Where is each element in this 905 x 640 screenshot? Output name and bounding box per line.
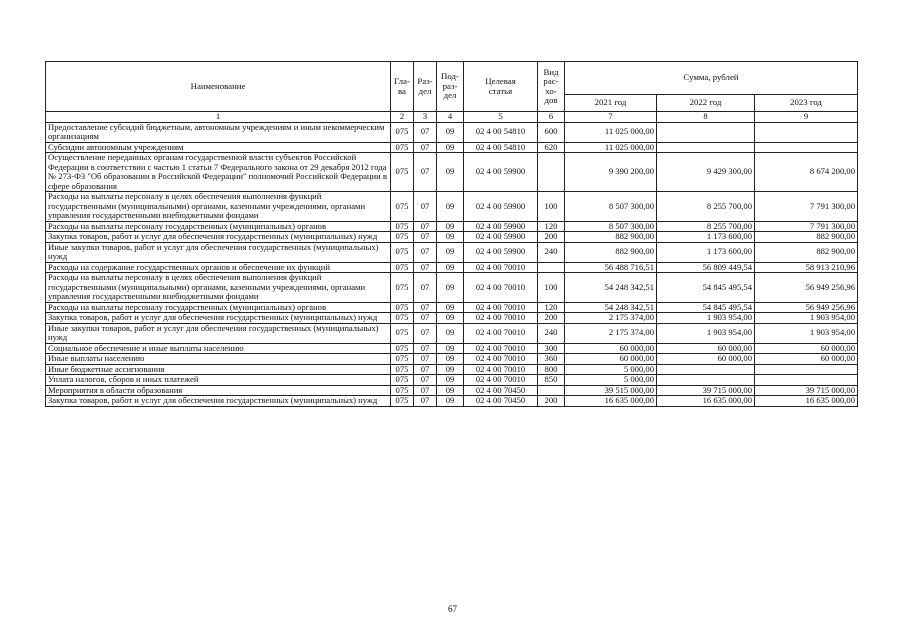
row-amount-2023: 8 674 200,00: [755, 153, 858, 192]
row-target: 02 4 00 59900: [464, 221, 538, 232]
table-row: [46, 142, 858, 153]
row-name: Иные закупки товаров, работ и услуг для обеспечения государственных (муниципальных) нужд: [46, 323, 391, 343]
table-row: [46, 273, 858, 303]
row-target: 02 4 00 70010: [464, 302, 538, 313]
row-vid: 120: [538, 221, 565, 232]
header-year-2021: 2021 год: [565, 95, 657, 112]
table-row: [46, 153, 858, 192]
row-glava: 075: [391, 221, 414, 232]
row-razdel: 07: [414, 242, 437, 262]
header-year-2022: 2022 год: [657, 95, 755, 112]
row-razdel: 07: [414, 323, 437, 343]
row-vid: 620: [538, 142, 565, 153]
row-name: Закупка товаров, работ и услуг для обеспечения государственных (муниципальных) нужд: [46, 313, 391, 324]
row-amount-2021: 882 900,00: [565, 242, 657, 262]
row-amount-2021: 11 025 000,00: [565, 142, 657, 153]
row-amount-2021: 60 000,00: [565, 343, 657, 354]
row-podrazdel: 09: [437, 153, 464, 192]
column-number: 1: [46, 112, 391, 123]
row-amount-2023: 7 791 300,00: [755, 221, 858, 232]
row-amount-2021: 60 000,00: [565, 354, 657, 365]
row-razdel: 07: [414, 262, 437, 273]
row-glava: 075: [391, 273, 414, 303]
table-row: [46, 122, 858, 142]
row-target: 02 4 00 54810: [464, 142, 538, 153]
row-glava: 075: [391, 385, 414, 396]
header-glava-text: Гла- ва: [394, 76, 410, 96]
row-amount-2022: 1 903 954,00: [657, 313, 755, 324]
row-amount-2022: 60 000,00: [657, 354, 755, 365]
row-name: Иные закупки товаров, работ и услуг для обеспечения государственных (муниципальных) нужд: [46, 242, 391, 262]
row-glava: 075: [391, 323, 414, 343]
row-target: 02 4 00 59900: [464, 192, 538, 222]
row-podrazdel: 09: [437, 273, 464, 303]
table-row: [46, 343, 858, 354]
header-vid-text: Вид рас- хо- дов: [543, 66, 559, 105]
row-glava: 075: [391, 232, 414, 243]
row-amount-2021: 8 507 300,00: [565, 221, 657, 232]
row-vid: 200: [538, 396, 565, 407]
row-name: Мероприятия в области образования: [46, 385, 391, 396]
header-vid: [538, 62, 565, 112]
row-target: 02 4 00 54810: [464, 122, 538, 142]
row-name: Предоставление субсидий бюджетным, автономным учреждениям и иным некоммерческим организациям: [46, 122, 391, 142]
row-amount-2021: 54 248 342,51: [565, 302, 657, 313]
row-glava: 075: [391, 375, 414, 386]
row-name: Осуществление переданных органам государственной власти субъектов Российской Федерации в соответствии с частью 1 статьи 7 Федерального закона от 29 декабря 2012 года № 273-ФЗ "Об образовании в Российской Федерации" полномочий Российской Федерации в сфере образования: [46, 153, 391, 192]
row-amount-2022: [657, 122, 755, 142]
row-amount-2022: 1 173 600,00: [657, 242, 755, 262]
row-razdel: 07: [414, 302, 437, 313]
table-row: [46, 232, 858, 243]
row-target: 02 4 00 70010: [464, 273, 538, 303]
row-amount-2021: 5 000,00: [565, 375, 657, 386]
row-amount-2021: 11 025 000,00: [565, 122, 657, 142]
header-name: Наименование: [46, 62, 391, 112]
column-number: 4: [437, 112, 464, 123]
header-target: [464, 62, 538, 112]
row-name: Уплата налогов, сборов и иных платежей: [46, 375, 391, 386]
row-amount-2022: 1 903 954,00: [657, 323, 755, 343]
column-number-row: [46, 112, 858, 123]
row-name: Расходы на выплаты персоналу государственных (муниципальных) органов: [46, 221, 391, 232]
header-razdel: [414, 62, 437, 112]
row-vid: 200: [538, 313, 565, 324]
row-amount-2021: 54 248 342,51: [565, 273, 657, 303]
row-amount-2023: [755, 364, 858, 375]
row-target: 02 4 00 70010: [464, 375, 538, 386]
row-razdel: 07: [414, 364, 437, 375]
row-amount-2023: 16 635 000,00: [755, 396, 858, 407]
row-glava: 075: [391, 242, 414, 262]
header-razdel-text: Раз- дел: [417, 76, 433, 96]
row-amount-2023: 1 903 954,00: [755, 323, 858, 343]
row-amount-2022: 60 000,00: [657, 343, 755, 354]
column-number: 3: [414, 112, 437, 123]
row-name: Иные выплаты населению: [46, 354, 391, 365]
table-row: [46, 364, 858, 375]
row-target: 02 4 00 70450: [464, 396, 538, 407]
table-row: [46, 302, 858, 313]
row-vid: 800: [538, 364, 565, 375]
row-name: Иные бюджетные ассигнования: [46, 364, 391, 375]
row-amount-2021: 2 175 374,00: [565, 313, 657, 324]
row-podrazdel: 09: [437, 122, 464, 142]
row-glava: 075: [391, 262, 414, 273]
row-razdel: 07: [414, 122, 437, 142]
row-amount-2023: 7 791 300,00: [755, 192, 858, 222]
row-vid: [538, 153, 565, 192]
row-target: 02 4 00 70010: [464, 313, 538, 324]
row-glava: 075: [391, 354, 414, 365]
row-podrazdel: 09: [437, 354, 464, 365]
row-amount-2022: 54 845 495,54: [657, 273, 755, 303]
row-razdel: 07: [414, 142, 437, 153]
row-glava: 075: [391, 313, 414, 324]
row-target: 02 4 00 70450: [464, 385, 538, 396]
row-vid: 360: [538, 354, 565, 365]
row-amount-2023: [755, 122, 858, 142]
row-podrazdel: 09: [437, 313, 464, 324]
row-vid: [538, 262, 565, 273]
row-amount-2022: 54 845 495,54: [657, 302, 755, 313]
column-number: 7: [565, 112, 657, 123]
row-amount-2021: 16 635 000,00: [565, 396, 657, 407]
header-podrazdel-text: Под- раз- дел: [441, 71, 459, 101]
row-vid: [538, 385, 565, 396]
row-vid: 100: [538, 192, 565, 222]
row-amount-2021: 9 390 200,00: [565, 153, 657, 192]
row-razdel: 07: [414, 375, 437, 386]
row-amount-2023: 882 900,00: [755, 232, 858, 243]
row-razdel: 07: [414, 153, 437, 192]
page-number: 67: [448, 604, 457, 614]
row-razdel: 07: [414, 232, 437, 243]
row-podrazdel: 09: [437, 375, 464, 386]
row-amount-2021: 882 900,00: [565, 232, 657, 243]
row-podrazdel: 09: [437, 302, 464, 313]
row-vid: 300: [538, 343, 565, 354]
column-number: 5: [464, 112, 538, 123]
column-number: 9: [755, 112, 858, 123]
row-amount-2021: 8 507 300,00: [565, 192, 657, 222]
row-podrazdel: 09: [437, 232, 464, 243]
row-amount-2022: 9 429 300,00: [657, 153, 755, 192]
row-razdel: 07: [414, 396, 437, 407]
table-row: [46, 396, 858, 407]
table-row: [46, 221, 858, 232]
table-row: [46, 242, 858, 262]
row-amount-2021: 56 488 716,51: [565, 262, 657, 273]
row-podrazdel: 09: [437, 242, 464, 262]
table-row: [46, 323, 858, 343]
header-target-text: Целевая статья: [485, 76, 516, 96]
row-glava: 075: [391, 192, 414, 222]
row-vid: 240: [538, 323, 565, 343]
row-target: 02 4 00 59900: [464, 232, 538, 243]
row-target: 02 4 00 59900: [464, 153, 538, 192]
row-razdel: 07: [414, 192, 437, 222]
row-name: Закупка товаров, работ и услуг для обеспечения государственных (муниципальных) нужд: [46, 232, 391, 243]
row-amount-2023: 58 913 210,96: [755, 262, 858, 273]
table-row: [46, 375, 858, 386]
row-razdel: 07: [414, 354, 437, 365]
row-podrazdel: 09: [437, 343, 464, 354]
row-amount-2023: [755, 375, 858, 386]
row-amount-2023: 1 903 954,00: [755, 313, 858, 324]
row-name: Расходы на выплаты персоналу государственных (муниципальных) органов: [46, 302, 391, 313]
row-name: Расходы на выплаты персоналу в целях обеспечения выполнения функций государственными (муниципальными) органами, казенными учреждениями, органами управления государственными внебюджетными фондами: [46, 192, 391, 222]
row-amount-2022: 1 173 600,00: [657, 232, 755, 243]
row-podrazdel: 09: [437, 192, 464, 222]
row-target: 02 4 00 70010: [464, 364, 538, 375]
row-podrazdel: 09: [437, 221, 464, 232]
row-target: 02 4 00 70010: [464, 323, 538, 343]
row-amount-2022: 39 715 000,00: [657, 385, 755, 396]
budget-table: [45, 61, 858, 407]
row-vid: 120: [538, 302, 565, 313]
header-podrazdel: [437, 62, 464, 112]
row-target: 02 4 00 70010: [464, 354, 538, 365]
row-amount-2023: 882 900,00: [755, 242, 858, 262]
row-podrazdel: 09: [437, 385, 464, 396]
row-name: Расходы на выплаты персоналу в целях обеспечения выполнения функций государственными (муниципальными) органами, казенными учреждениями, органами управления государственными внебюджетными фондами: [46, 273, 391, 303]
row-amount-2023: 56 949 256,96: [755, 302, 858, 313]
row-glava: 075: [391, 364, 414, 375]
row-glava: 075: [391, 343, 414, 354]
row-podrazdel: 09: [437, 364, 464, 375]
table-row: [46, 262, 858, 273]
row-razdel: 07: [414, 273, 437, 303]
row-amount-2023: 56 949 256,96: [755, 273, 858, 303]
row-vid: 200: [538, 232, 565, 243]
row-amount-2022: 16 635 000,00: [657, 396, 755, 407]
row-vid: 850: [538, 375, 565, 386]
row-amount-2022: [657, 364, 755, 375]
row-amount-2022: [657, 375, 755, 386]
row-vid: 240: [538, 242, 565, 262]
row-glava: 075: [391, 153, 414, 192]
row-glava: 075: [391, 142, 414, 153]
table-row: [46, 313, 858, 324]
row-amount-2022: 56 809 449,54: [657, 262, 755, 273]
row-amount-2021: 39 515 000,00: [565, 385, 657, 396]
row-razdel: 07: [414, 221, 437, 232]
row-amount-2021: 5 000,00: [565, 364, 657, 375]
header-glava: [391, 62, 414, 112]
row-name: Закупка товаров, работ и услуг для обеспечения государственных (муниципальных) нужд: [46, 396, 391, 407]
row-amount-2023: 60 000,00: [755, 343, 858, 354]
row-target: 02 4 00 70010: [464, 262, 538, 273]
row-vid: 600: [538, 122, 565, 142]
row-name: Социальное обеспечение и иные выплаты населению: [46, 343, 391, 354]
row-amount-2022: 8 255 700,00: [657, 221, 755, 232]
row-podrazdel: 09: [437, 262, 464, 273]
row-target: 02 4 00 59900: [464, 242, 538, 262]
row-glava: 075: [391, 122, 414, 142]
row-amount-2023: [755, 142, 858, 153]
table-row: [46, 385, 858, 396]
row-razdel: 07: [414, 313, 437, 324]
column-number: 6: [538, 112, 565, 123]
table-row: [46, 354, 858, 365]
row-razdel: 07: [414, 343, 437, 354]
row-amount-2023: 60 000,00: [755, 354, 858, 365]
row-podrazdel: 09: [437, 396, 464, 407]
table-body: [46, 112, 858, 407]
row-name: Расходы на содержание государственных органов и обеспечение их функций: [46, 262, 391, 273]
row-amount-2021: 2 175 374,00: [565, 323, 657, 343]
row-podrazdel: 09: [437, 323, 464, 343]
row-amount-2022: [657, 142, 755, 153]
row-amount-2022: 8 255 700,00: [657, 192, 755, 222]
row-name: Субсидии автономным учреждениям: [46, 142, 391, 153]
header-year-2023: 2023 год: [755, 95, 858, 112]
row-glava: 075: [391, 396, 414, 407]
row-podrazdel: 09: [437, 142, 464, 153]
column-number: 2: [391, 112, 414, 123]
table-row: [46, 192, 858, 222]
row-razdel: 07: [414, 385, 437, 396]
row-glava: 075: [391, 302, 414, 313]
row-vid: 100: [538, 273, 565, 303]
row-target: 02 4 00 70010: [464, 343, 538, 354]
row-amount-2023: 39 715 000,00: [755, 385, 858, 396]
column-number: 8: [657, 112, 755, 123]
header-sum: Сумма, рублей: [565, 62, 858, 95]
